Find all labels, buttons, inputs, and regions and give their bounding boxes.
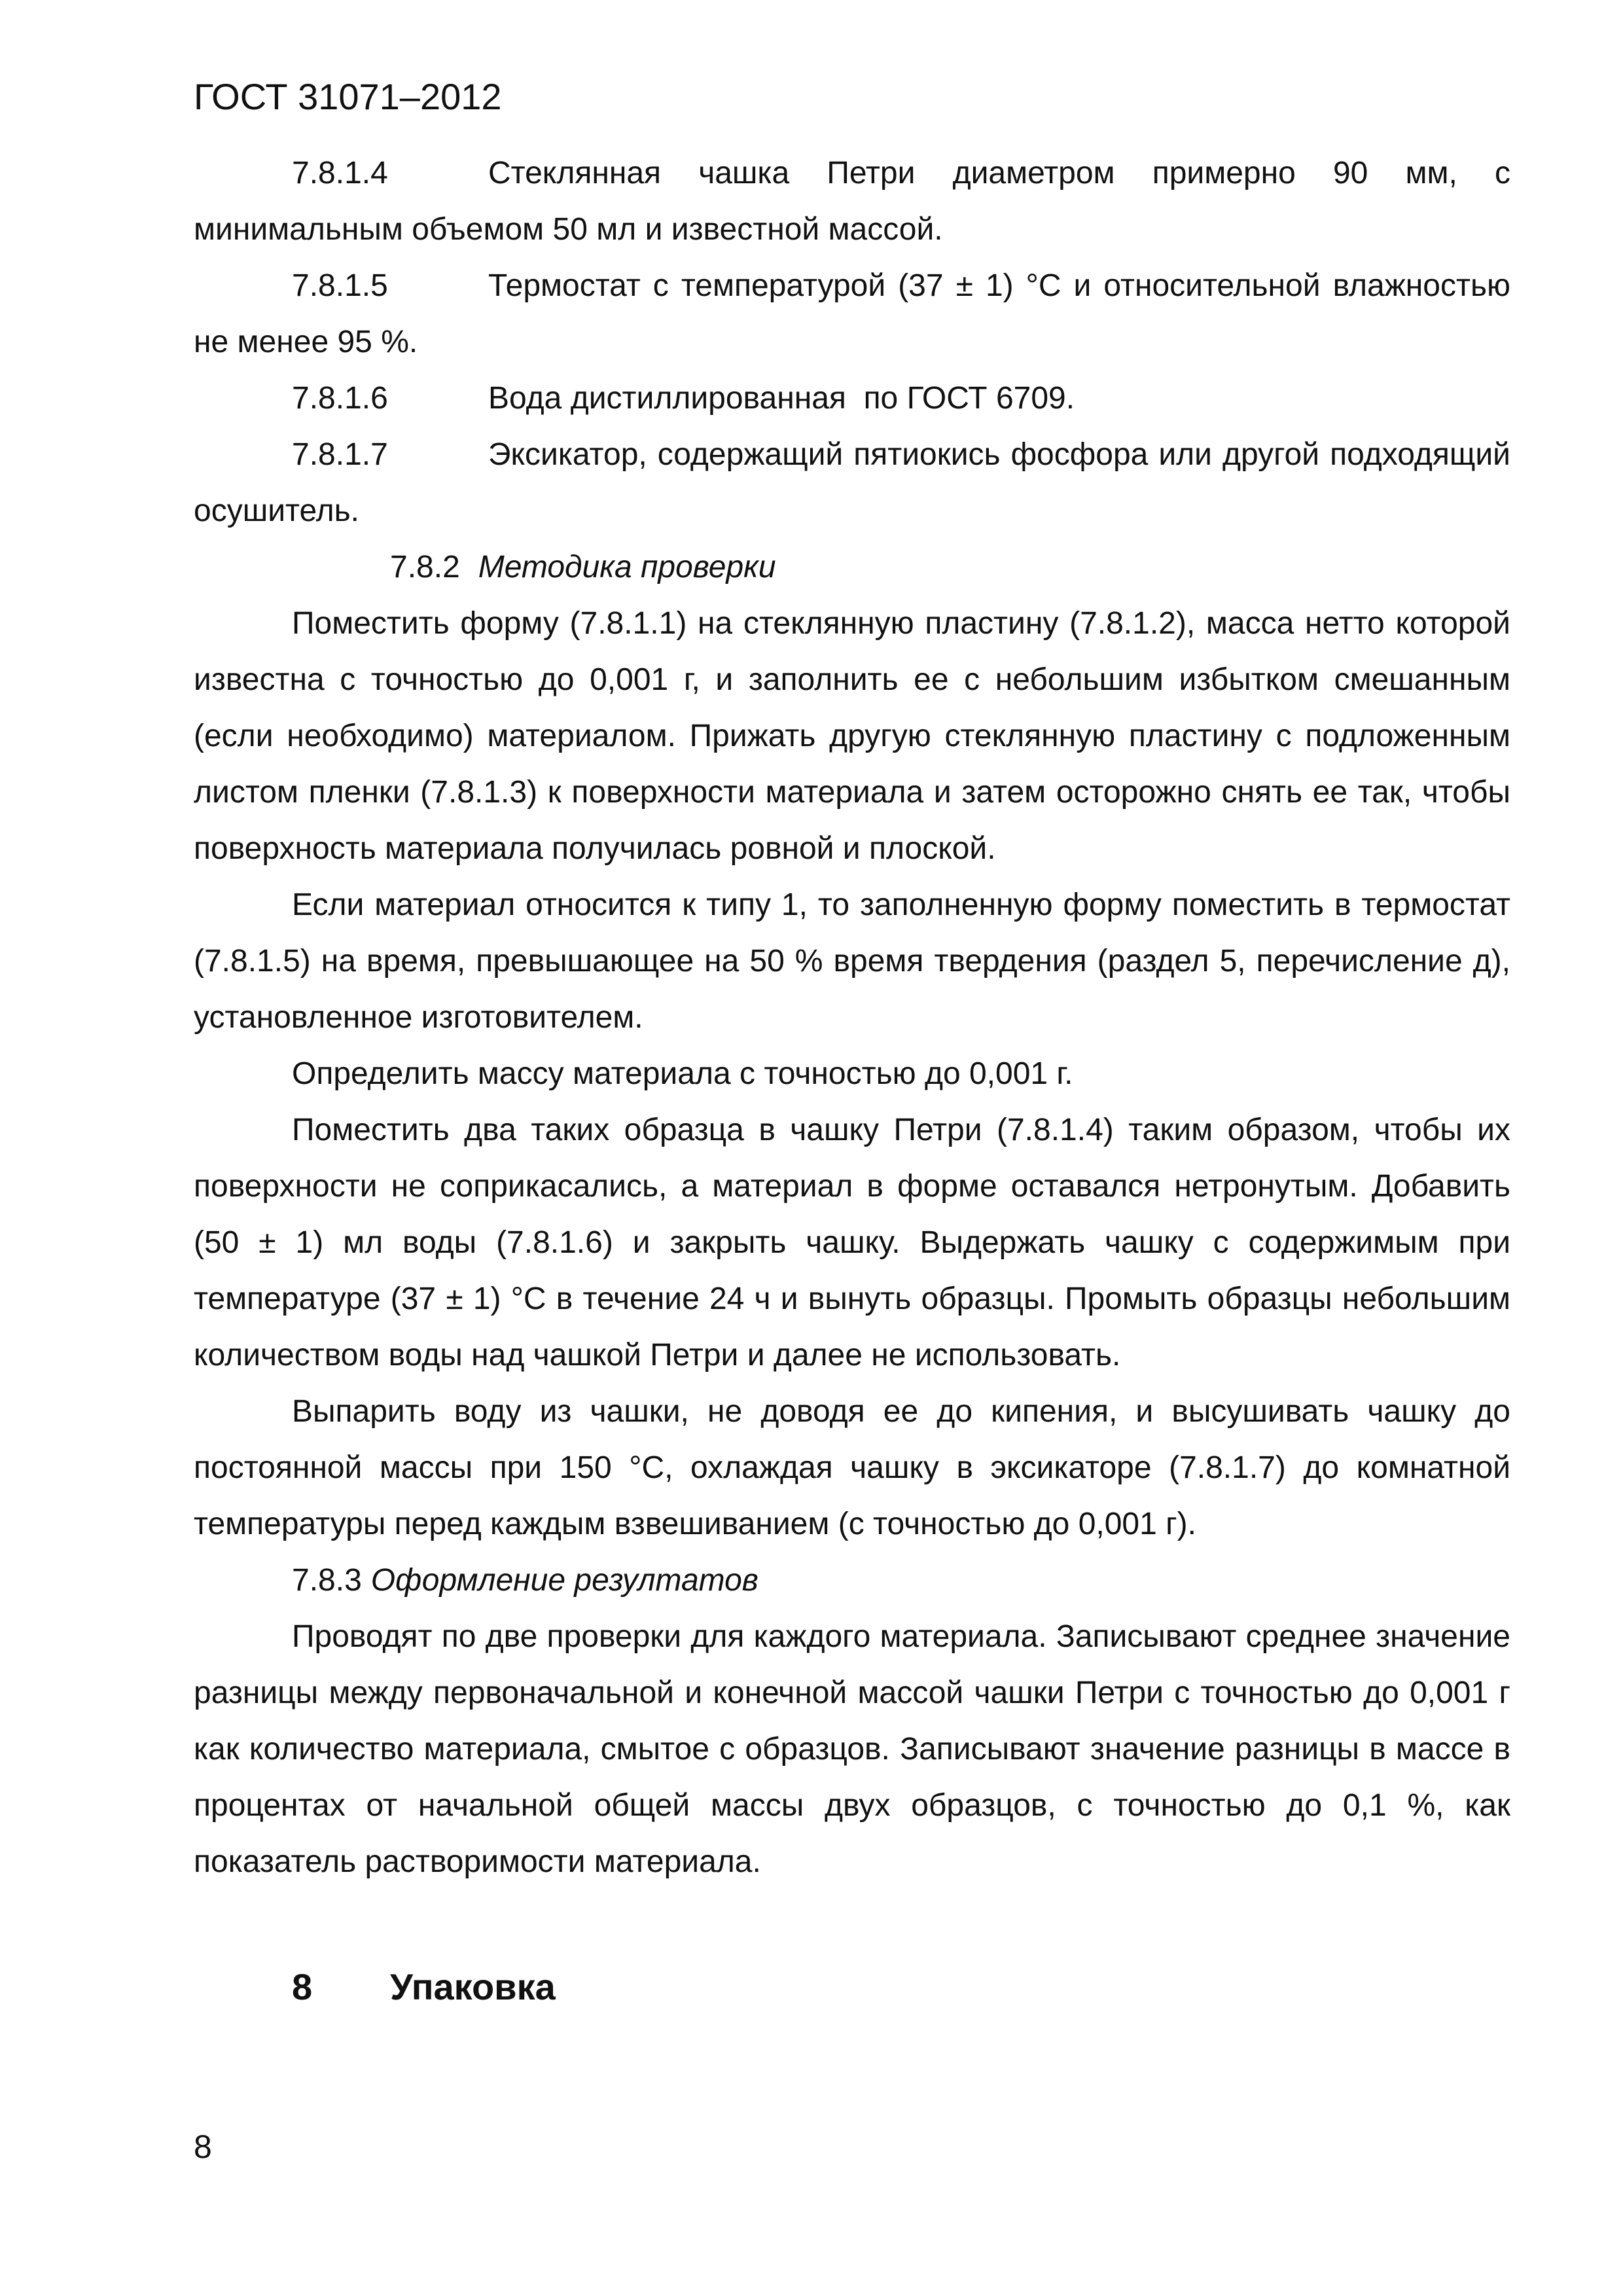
paragraph: Если материал относится к типу 1, то заполненную форму поместить в термостат (7.8.1.5) на время, превышающее на 50 % время твердения (раздел 5, перечисление д), установленное изготовителем. [194,888,1510,1035]
clause-text: Термостат с температурой (37 ± 1) °С и относительной влажностью не менее 95 %. [194,268,1510,359]
page-number: 8 [194,2128,212,2165]
clause-text: Вода дистиллированная по ГОСТ 6709. [488,381,1075,416]
clause-7-8-1-7 [194,427,1510,539]
section-heading [292,1961,556,2013]
document-body [194,145,1510,1890]
paragraph: Определить массу материала с точностью до 0,001 г. [292,1056,1073,1091]
section-number: 8 [292,1966,313,2007]
paragraph: Выпарить воду из чашки, не доводя ее до кипения, и высушивать чашку до постоянной массы при 150 °С, охлаждая чашку в эксикаторе (7.8.1.7) до комнатной температуры перед каждым взвешиванием (с точностью до 0,001 г). [194,1394,1510,1541]
paragraph: Поместить два таких образца в чашку Петри (7.8.1.4) таким образом, чтобы их поверхности не соприкасались, а материал в форме оставался нетронутым. Добавить (50 ± 1) мл воды (7.8.1.6) и закрыть чашку. Выдержать чашку с содержимым при температуре (37 ± 1) °С в течение 24 ч и вынуть образцы. Промыть образцы небольшим количеством воды над чашкой Петри и далее не использовать. [194,1113,1510,1372]
subclause-number: 7.8.3 [292,1563,362,1598]
document-header: ГОСТ 31071–2012 [194,76,502,117]
subclause-title: Методика проверки [478,550,776,584]
clause-7-8-1-5 [194,258,1510,370]
subclause-7-8-2-heading [194,539,1510,596]
clause-7-8-1-6 [194,370,1510,427]
subclause-number: 7.8.2 [390,550,460,584]
clause-7-8-1-4 [194,145,1510,258]
subclause-title: Оформление резултатов [370,1563,758,1598]
paragraph: Проводят по две проверки для каждого материала. Записывают среднее значение разницы между первоначальной и конечной массой чашки Петри с точностью до 0,001 г как количество материала, смытое с образцов. Записывают значение разницы в массе в процентах от начальной общей массы двух образцов, с точностью до 0,1 %, как показатель растворимости материала. [194,1619,1510,1879]
clause-number: 7.8.1.4 [292,156,388,190]
clause-number: 7.8.1.5 [292,268,388,303]
clause-number: 7.8.1.6 [292,381,388,416]
paragraph: Поместить форму (7.8.1.1) на стеклянную пластину (7.8.1.2), масса нетто которой известна с точностью до 0,001 г, и заполнить ее с небольшим избытком смешанным (если необходимо) материалом. Прижать другую стеклянную пластину с подложенным листом пленки (7.8.1.3) к поверхности материала и затем осторожно снять ее так, чтобы поверхность материала получилась ровной и плоской. [194,606,1510,866]
subclause-7-8-3-heading [194,1552,1510,1609]
clause-text: Эксикатор, содержащий пятиокись фосфора или другой подходящий осушитель. [194,437,1510,528]
section-title: Упаковка [390,1966,556,2007]
clause-text: Стеклянная чашка Петри диаметром примерно 90 мм, с минимальным объемом 50 мл и известной массой. [194,156,1510,247]
clause-number: 7.8.1.7 [292,437,388,472]
